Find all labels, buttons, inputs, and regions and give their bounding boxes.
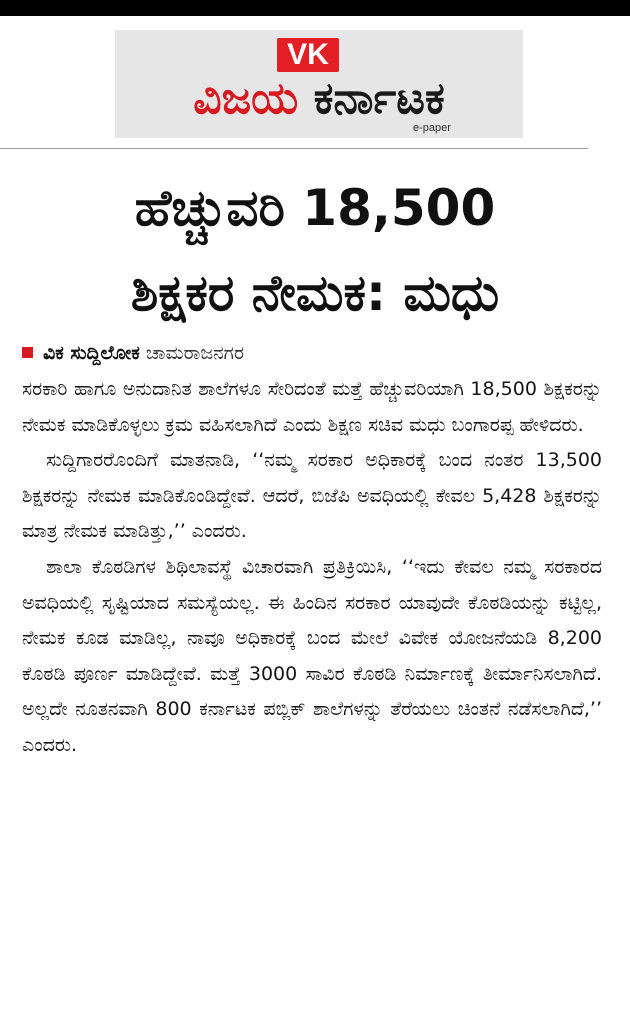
- article-body: [22, 372, 602, 764]
- masthead-divider: [0, 148, 588, 149]
- masthead-subtitle: e-paper: [413, 122, 451, 134]
- paragraph-2: ಸುದ್ದಿಗಾರರೊಂದಿಗೆ ಮಾತನಾಡಿ, ‘‘ನಮ್ಮ ಸರಕಾರ ಅಧಿಕಾರಕ್ಕೆ ಬಂದ ನಂತರ 13,500 ಶಿಕ್ಷಕರನ್ನು ನೇಮಕ ಮಾಡಿಕೊಂಡಿದ್ದೇವೆ. ಆದರೆ, ಬಿಜೆಪಿ ಅವಧಿಯಲ್ಲಿ ಕೇವಲ 5,428 ಶಿಕ್ಷಕರನ್ನು ಮಾತ್ರ ನೇಮಕ ಮಾಡಿತ್ತು,’’ ಎಂದರು.: [22, 449, 602, 543]
- paragraph-1: ಸರಕಾರಿ ಹಾಗೂ ಅನುದಾನಿತ ಶಾಲೆಗಳೂ ಸೇರಿದಂತೆ ಮತ್ತೆ ಹೆಚ್ಚುವರಿಯಾಗಿ 18,500 ಶಿಕ್ಷಕರನ್ನು ನೇಮಕ ಮಾಡಿಕೊಳ್ಳಲು ಕ್ರಮ ವಹಿಸಲಾಗಿದೆ ಎಂದು ಶಿಕ್ಷಣ ಸಚಿವ ಮಧು ಬಂಗಾರಪ್ಪ ಹೇಳಿದರು.: [22, 378, 602, 436]
- article-headline: [20, 166, 610, 336]
- vk-logo-badge: VK: [277, 38, 339, 72]
- red-square-icon: [22, 347, 33, 358]
- headline-line-2: ಶಿಕ್ಷಕರ ನೇಮಕ: ಮಧು: [130, 264, 500, 322]
- news-source: ವಿಕ ಸುದ್ದಿಲೋಕ: [43, 342, 140, 364]
- paragraph-3: ಶಾಲಾ ಕೊಠಡಿಗಳ ಶಿಥಿಲಾವಸ್ಥೆ ವಿಚಾರವಾಗಿ ಪ್ರತಿಕ್ರಿಯಿಸಿ, ‘‘ಇದು ಕೇವಲ ನಮ್ಮ ಸರಕಾರದ ಅವಧಿಯಲ್ಲಿ ಸೃಷ್ಟಿಯಾದ ಸಮಸ್ಯೆಯಲ್ಲ. ಈ ಹಿಂದಿನ ಸರಕಾರ ಯಾವುದೇ ಕೊಠಡಿಯನ್ನು ಕಟ್ಟಿಲ್ಲ, ನೇಮಕ ಕೂಡ ಮಾಡಿಲ್ಲ, ನಾವೂ ಅಧಿಕಾರಕ್ಕೆ ಬಂದ ಮೇಲೆ ವಿವೇಕ ಯೋಜನೆಯಡಿ 8,200 ಕೊಠಡಿ ಪೂರ್ಣ ಮಾಡಿದ್ದೇವೆ. ಮತ್ತೆ 3000 ಸಾವಿರ ಕೊಠಡಿ ನಿರ್ಮಾಣಕ್ಕೆ ತೀರ್ಮಾನಿಸಲಾಗಿದೆ. ಅಲ್ಲದೇ ನೂತನವಾಗಿ 800 ಕರ್ನಾಟಕ ಪಬ್ಲಿಕ್ ಶಾಲೆಗಳನ್ನು ತೆರೆಯಲು ಚಿಂತನೆ ನಡೆಸಲಾಗಿದೆ,’’ ಎಂದರು.: [22, 555, 602, 756]
- masthead: [115, 30, 523, 138]
- masthead-title: [115, 72, 523, 126]
- dateline-place: ಚಾಮರಾಜನಗರ: [145, 342, 245, 364]
- masthead-title-part2: ಕರ್ನಾಟಕ: [313, 73, 445, 124]
- dateline: [22, 340, 244, 366]
- top-black-bar: [0, 0, 630, 16]
- masthead-title-part1: ವಿಜಯ: [193, 73, 299, 124]
- headline-line-1: ಹೆಚ್ಚುವರಿ 18,500: [134, 179, 496, 237]
